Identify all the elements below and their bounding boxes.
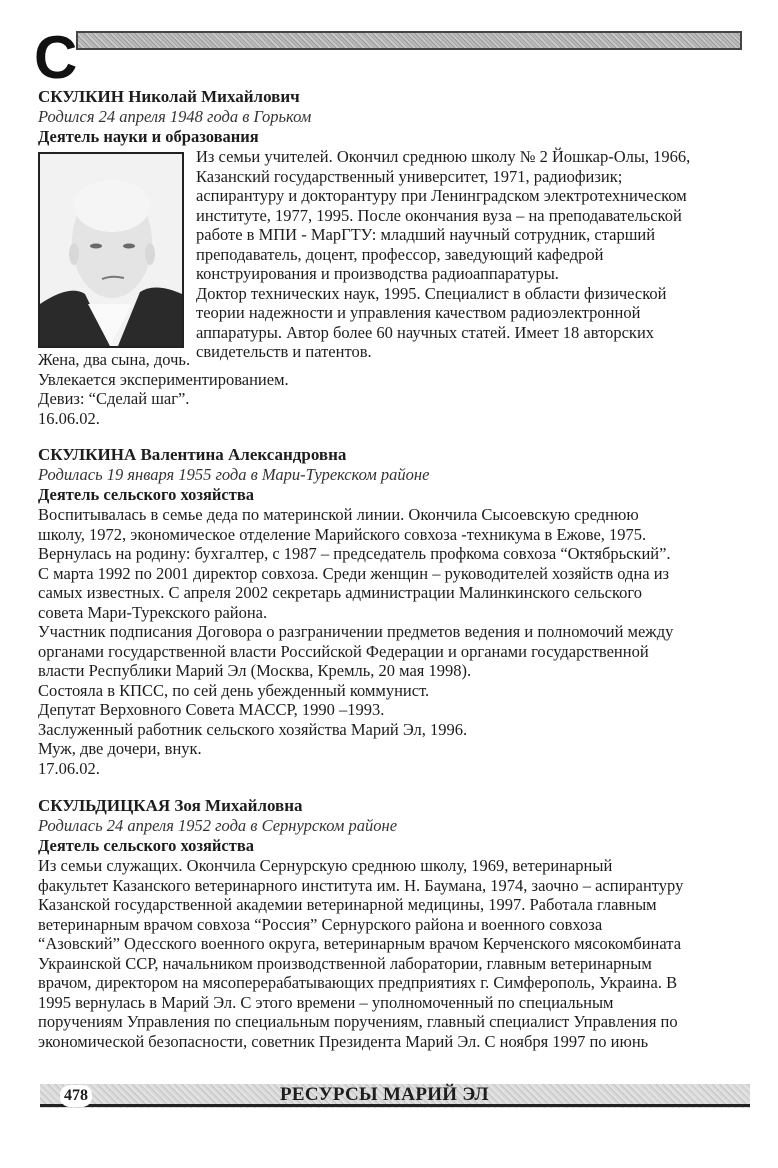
text-line: Казанской государственной академии ветеринарной медицины, 1997. Работала главным — [38, 895, 657, 914]
text-line: “Азовский” Одесского военного округа, ветеринарным врачом Керченского мясокомбината — [38, 934, 682, 953]
entry-text — [38, 505, 750, 778]
section-decorative-bar — [76, 31, 742, 50]
portrait-image-icon — [40, 154, 182, 346]
text-line: С марта 1992 по 2001 директор совхоза. Среди женщин – руководителей хозяйств одна из — [38, 563, 670, 583]
text-line: Вернулась на родину: бухгалтер, с 1987 – председатель профкома совхоза “Октябрьский”. — [38, 544, 671, 563]
text-line: врачом, директором на мясоперерабатывающих предприятиях г. Симферополь, Украина. В — [38, 973, 678, 992]
text-line: Воспитывалась в семье деда по материнской линии. Окончила Сысоевскую среднюю — [38, 505, 639, 524]
entry-field: Деятель сельского хозяйства — [38, 485, 255, 504]
text-line: 1995 вернулась в Марий Эл. С этого времени – уполномоченный по специальным — [38, 992, 614, 1012]
text-line: Состояла в КПСС, по сей день убежденный коммунист. — [38, 680, 430, 700]
portrait-photo — [38, 152, 184, 348]
text-line: работе в МПИ - МарГТУ: младший научный сотрудник, старший — [196, 225, 656, 244]
text-line: Девиз: “Сделай шаг”. — [38, 389, 190, 408]
text-line: школу, 1972, экономическое отделение Марийского совхоза -техникума в Ежове, 1975. — [38, 524, 647, 544]
entry-name: СКУЛЬДИЦКАЯ Зоя Михайловна — [38, 796, 303, 815]
entry-birth: Родился 24 апреля 1948 года в Горьком — [38, 107, 312, 126]
entry-birth: Родилась 19 января 1955 года в Мари-Турекском районе — [38, 465, 430, 484]
entry-birth: Родилась 24 апреля 1952 года в Сернурском районе — [38, 816, 398, 835]
text-line: Доктор технических наук, 1995. Специалист в области физической — [196, 283, 667, 303]
text-line: ветеринарным врачом совхоза “Россия” Сернурского района и военного совхоза — [38, 914, 603, 934]
text-line: Заслуженный работник сельского хозяйства Марий Эл, 1996. — [38, 719, 468, 739]
section-letter: С — [34, 24, 76, 91]
text-line: самых известных. С апреля 2002 секретарь администрации Малинкинского сельского — [38, 583, 642, 602]
entry-date: 16.06.02. — [38, 408, 100, 428]
entry-field: Деятель науки и образования — [38, 127, 259, 146]
entry-text — [38, 856, 750, 1051]
text-line: поручениям Управления по специальным поручениям, главный специалист Управления по — [38, 1012, 678, 1031]
text-line: Из семьи учителей. Окончил среднюю школу № 2 Йошкар-Олы, 1966, — [196, 147, 691, 166]
text-line: преподаватель, доцент, профессор, заведующий кафедрой — [196, 244, 604, 264]
biography-entry-skulkin — [38, 86, 750, 428]
text-line: Украинской ССР, начальником производственной лаборатории, главным ветеринарным — [38, 953, 652, 973]
text-line: институте, 1977, 1995. После окончания вуза – на преподавательской — [196, 205, 682, 225]
entry-date: 17.06.02. — [38, 758, 100, 778]
text-line: факультет Казанского ветеринарного института им. Н. Баумана, 1974, заочно – аспирантуру — [38, 875, 684, 895]
page-footer — [40, 1084, 750, 1110]
text-line: теории надежности и управления качеством радиоэлектронной — [196, 303, 641, 322]
text-line: конструирования и производства радиоаппаратуры. — [196, 264, 559, 283]
text-line: Депутат Верховного Совета МАССР, 1990 –1993. — [38, 700, 385, 719]
entry-text-beside-photo — [196, 147, 756, 362]
text-line: Увлекается экспериментированием. — [38, 369, 289, 389]
entry-text-after-photo — [38, 350, 750, 428]
text-line: экономической безопасности, советник Президента Марий Эл. С ноября 1997 по июнь — [38, 1031, 649, 1051]
text-line: Жена, два сына, дочь. — [38, 350, 191, 369]
text-line: Казанский государственный университет, 1971, радиофизик; — [196, 166, 623, 186]
page-number: 478 — [60, 1085, 92, 1107]
biography-entry-skulkina — [38, 444, 750, 778]
biography-entry-skuldickaya — [38, 795, 750, 1051]
journal-title: РЕСУРСЫ МАРИЙ ЭЛ — [280, 1084, 489, 1105]
text-line: органами государственной власти Российской Федерации и органами государственной — [38, 641, 649, 661]
text-line: Из семьи служащих. Окончила Сернурскую среднюю школу, 1969, ветеринарный — [38, 856, 613, 875]
text-line: свидетельств и патентов. — [196, 342, 372, 361]
text-line: Муж, две дочери, внук. — [38, 739, 202, 758]
section-header — [34, 24, 744, 91]
entry-field: Деятель сельского хозяйства — [38, 836, 255, 855]
entry-name: СКУЛКИН Николай Михайлович — [38, 87, 300, 106]
text-line: совета Мари-Турекского района. — [38, 602, 268, 622]
text-line: власти Республики Марий Эл (Москва, Кремль, 20 мая 1998). — [38, 661, 472, 680]
text-line: Участник подписания Договора о разграничении предметов ведения и полномочий между — [38, 622, 674, 641]
entry-name: СКУЛКИНА Валентина Александровна — [38, 445, 347, 464]
text-line: аспирантуру и докторантуру при Ленинградском электротехническом — [196, 186, 687, 205]
text-line: аппаратуры. Автор более 60 научных статей. Имеет 18 авторских — [196, 322, 655, 342]
